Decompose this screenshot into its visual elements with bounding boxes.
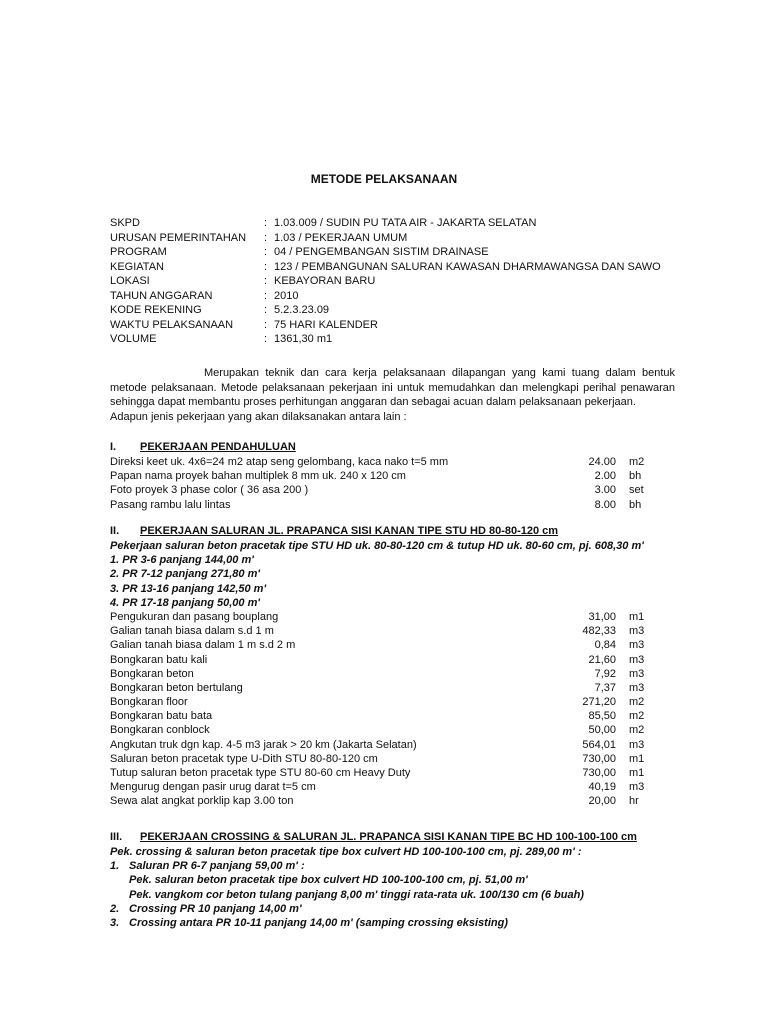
table-row: Pasang rambu lalu lintas 8.00 bh (110, 498, 642, 511)
table-row: Bongkaran floor 271,20 m2 (110, 696, 645, 709)
section-pendahuluan (110, 440, 675, 512)
table-row: Pengukuran dan pasang bouplang 31,00 m1 (110, 610, 645, 623)
list-item: 1. Saluran PR 6-7 panjang 59,00 m' : (110, 860, 305, 873)
table-row: Saluran beton pracetak type U-Dith STU 80-80-120 cm 730,00 m1 (110, 752, 645, 765)
table-row: Bongkaran batu bata 85,50 m2 (110, 710, 645, 723)
document-title: METODE PELAKSANAAN (310, 172, 458, 186)
table-row: Galian tanah biasa dalam s.d 1 m 482,33 m3 (110, 625, 645, 638)
section-heading: III. PEKERJAAN CROSSING & SALURAN JL. PRAPANCA SISI KANAN TIPE BC HD 100-100-100 cm (110, 831, 637, 843)
info-row-waktu: WAKTU PELAKSANAAN : 75 HARI KALENDER (110, 318, 378, 331)
info-row-program: PROGRAM : 04 / PENGEMBANGAN SISTIM DRAINASE (110, 246, 489, 258)
table-row: Bongkaran batu kali 21,60 m3 (110, 653, 645, 666)
list-item: 1. PR 3-6 panjang 144,00 m' (110, 554, 254, 567)
list-item: 3. Crossing antara PR 10-11 panjang 14,00 m' (samping crossing eksisting) (110, 916, 508, 929)
table-row: Papan nama proyek bahan multiplek 8 mm uk. 240 x 120 cm 2.00 bh (110, 470, 642, 483)
section-heading: II. PEKERJAAN SALURAN JL. PRAPANCA SISI KANAN TIPE STU HD 80-80-120 cm (110, 525, 559, 537)
intro-paragraph: Merupakan teknik dan cara kerja pelaksanaan dilapangan yang kami tuang dalam bentuk metode pelaksanaan. Metode pelaksanaan pekerjaan ini untuk memudahkan dan melengkapi perihal penawaran sehingga dapat membantu proses perhitungan anggaran dan sebagai acuan dalam pelaksanaan pekerjaan. (110, 367, 675, 408)
list-item: 4. PR 17-18 panjang 50,00 m' (110, 596, 260, 609)
section-subheading: Pek. crossing & saluran beton pracetak tipe box culvert HD 100-100-100 cm, pj. 289,00 m' : (110, 846, 582, 858)
info-row-skpd: SKPD : 1.03.009 / SUDIN PU TATA AIR - JAKARTA SELATAN (110, 217, 537, 229)
table-row: Bongkaran conblock 50,00 m2 (110, 724, 645, 737)
section-saluran-stu (110, 524, 675, 809)
list-item: 2. Crossing PR 10 panjang 14,00 m' (110, 902, 302, 915)
list-item: Pek. saluran beton pracetak tipe box culvert HD 100-100-100 cm, pj. 51,00 m' (129, 874, 528, 887)
intro-text (110, 366, 675, 424)
info-row-lokasi: LOKASI : KEBAYORAN BARU (110, 275, 376, 287)
info-row-tahun: TAHUN ANGGARAN : 2010 (110, 289, 299, 302)
section-crossing-bc (110, 830, 675, 930)
info-row-kegiatan: KEGIATAN : 123 / PEMBANGUNAN SALURAN KAWASAN DHARMAWANGSA DAN SAWO (110, 260, 661, 273)
table-row: Foto proyek 3 phase color ( 36 asa 200 ) 3.00 set (110, 484, 644, 497)
table-row: Tutup saluran beton pracetak type STU 80-60 cm Heavy Duty 730,00 m1 (110, 767, 645, 779)
table-row: Bongkaran beton bertulang 7,37 m3 (110, 681, 645, 694)
table-row: Angkutan truk dgn kap. 4-5 m3 jarak > 20 km (Jakarta Selatan) 564,01 m3 (110, 738, 645, 751)
info-row-volume: VOLUME : 1361,30 m1 (110, 333, 333, 345)
list-item: 2. PR 7-12 panjang 271,80 m' (110, 568, 260, 581)
table-row: Direksi keet uk. 4x6=24 m2 atap seng gelombang, kaca nako t=5 mm 24.00 m2 (110, 456, 645, 468)
info-row-kode: KODE REKENING : 5.2.3.23.09 (110, 304, 330, 316)
list-item: Pek. vangkom cor beton tulang panjang 8,00 m' tinggi rata-rata uk. 100/130 cm (6 buah) (129, 888, 584, 901)
section-subheading: Pekerjaan saluran beton pracetak tipe STU HD uk. 80-80-120 cm & tutup HD uk. 80-60 cm, pj. 608,30 m' (110, 540, 644, 552)
intro-lead-in: Adapun jenis pekerjaan yang akan dilaksanakan antara lain : (110, 410, 407, 423)
list-item: 3. PR 13-16 panjang 142,50 m' (110, 582, 267, 595)
section-heading: I. PEKERJAAN PENDAHULUAN (110, 441, 296, 453)
table-row: Sewa alat angkat porklip kap 3.00 ton 20,00 hr (110, 795, 639, 808)
table-row: Mengurug dengan pasir urug darat t=5 cm 40,19 m3 (110, 781, 645, 794)
info-row-urusan: URUSAN PEMERINTAHAN : 1.03 / PEKERJAAN UMUM (110, 231, 408, 244)
table-row: Galian tanah biasa dalam 1 m s.d 2 m 0,84 m3 (110, 639, 645, 652)
project-info (110, 216, 661, 347)
table-row: Bongkaran beton 7,92 m3 (110, 667, 645, 680)
